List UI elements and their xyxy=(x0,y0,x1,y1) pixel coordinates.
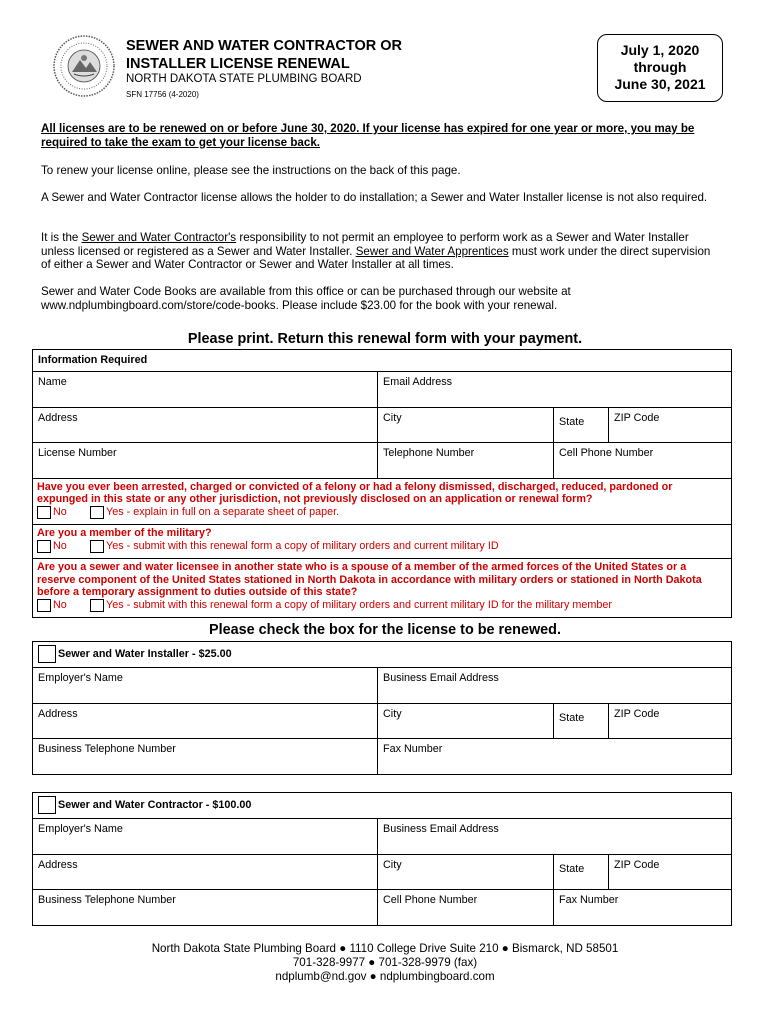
installer-title xyxy=(33,642,732,668)
installer-fax-field[interactable]: Fax Number xyxy=(378,739,732,775)
contractor-employer-field[interactable]: Employer's Name xyxy=(33,819,378,855)
spouse-question xyxy=(33,559,732,618)
name-field[interactable]: Name xyxy=(33,372,378,408)
contractor-title-label: Sewer and Water Contractor - $100.00 xyxy=(58,798,252,811)
installer-address-field[interactable]: Address xyxy=(33,703,378,739)
contractor-business-email-field[interactable]: Business Email Address xyxy=(378,819,732,855)
address-field[interactable]: Address xyxy=(33,407,378,443)
form-number: SFN 17756 (4-2020) xyxy=(126,90,199,99)
installer-business-phone-field[interactable]: Business Telephone Number xyxy=(33,739,378,775)
footer-phone: 701-328-9977 ● 701-328-9979 (fax) xyxy=(292,956,478,969)
contractor-title xyxy=(33,793,732,819)
section-heading-print: Please print. Return this renewal form with your payment. xyxy=(187,331,583,347)
contractor-zip-field[interactable]: ZIP Code xyxy=(609,854,732,890)
installer-title-label: Sewer and Water Installer - $25.00 xyxy=(58,647,232,660)
cell-phone-field[interactable]: Cell Phone Number xyxy=(554,443,732,479)
military-yes-checkbox[interactable] xyxy=(90,540,104,553)
responsibility-text: It is the Sewer and Water Contractor's responsibility to not permit an employee to perform work as a Sewer and Water Installer unless licensed or registered as a Sewer and Water Installer. Sewer and Water Apprentices must work under the direct supervision of either a Sewer and Water Contractor or Sewer and Water Installer at all times. xyxy=(41,231,711,271)
information-required-title: Information Required xyxy=(33,350,732,372)
board-name: NORTH DAKOTA STATE PLUMBING BOARD xyxy=(126,73,362,85)
online-renewal-text: To renew your license online, please see the instructions on the back of this page. xyxy=(41,164,461,177)
installer-table xyxy=(32,641,732,775)
license-number-field[interactable]: License Number xyxy=(33,443,378,479)
felony-question-text: Have you ever been arrested, charged or convicted of a felony or had a felony dismissed, discharged, reduced, pardoned or expunged in this state or any other jurisdiction, not previously disclosed on an application or renewal form? xyxy=(37,480,673,505)
contractor-checkbox[interactable] xyxy=(38,796,56,814)
installer-employer-field[interactable]: Employer's Name xyxy=(33,668,378,704)
contractor-city-field[interactable]: City xyxy=(378,854,554,890)
state-field[interactable]: State xyxy=(554,407,609,443)
installer-city-field[interactable]: City xyxy=(378,703,554,739)
contractor-address-field[interactable]: Address xyxy=(33,854,378,890)
felony-yes-checkbox[interactable] xyxy=(90,506,104,519)
state-seal-icon xyxy=(52,34,116,98)
section-heading-check: Please check the box for the license to be renewed. xyxy=(209,622,561,638)
felony-question xyxy=(33,478,732,525)
contractor-license-text: A Sewer and Water Contractor license allows the holder to do installation; a Sewer and Water Installer license is not also required. xyxy=(41,191,708,204)
contractor-fax-field[interactable]: Fax Number xyxy=(554,890,732,926)
spouse-question-text: Are you a sewer and water licensee in another state who is a spouse of a member of the armed forces of the United States or a reserve component of the United States stationed in North Dakota in accordance with military orders or stationed in North Dakota before a temporary assignment to duties outside of this state? xyxy=(37,561,702,598)
installer-checkbox[interactable] xyxy=(38,645,56,663)
military-question-text: Are you a member of the military? xyxy=(37,527,212,539)
installer-business-email-field[interactable]: Business Email Address xyxy=(378,668,732,704)
felony-no-label: No xyxy=(53,505,67,518)
military-no-label: No xyxy=(53,539,67,552)
military-question xyxy=(33,525,732,559)
contractor-cell-phone-field[interactable]: Cell Phone Number xyxy=(378,890,554,926)
military-no-checkbox[interactable] xyxy=(37,540,51,553)
period-through: through xyxy=(633,59,687,75)
spouse-no-checkbox[interactable] xyxy=(37,599,51,612)
contractor-business-phone-field[interactable]: Business Telephone Number xyxy=(33,890,378,926)
telephone-field[interactable]: Telephone Number xyxy=(378,443,554,479)
footer-email-web: ndplumb@nd.gov ● ndplumbingboard.com xyxy=(275,970,495,983)
felony-yes-label: Yes - explain in full on a separate sheet of paper. xyxy=(106,505,340,518)
installer-state-field[interactable]: State xyxy=(554,703,609,739)
city-field[interactable]: City xyxy=(378,407,554,443)
spouse-no-label: No xyxy=(53,598,67,611)
footer-contact xyxy=(0,942,770,984)
license-period xyxy=(597,34,723,102)
contractor-state-field[interactable]: State xyxy=(554,854,609,890)
email-field[interactable]: Email Address xyxy=(378,372,732,408)
period-start: July 1, 2020 xyxy=(620,42,700,58)
felony-no-checkbox[interactable] xyxy=(37,506,51,519)
contractor-table xyxy=(32,792,732,926)
zip-field[interactable]: ZIP Code xyxy=(609,407,732,443)
code-books-text: Sewer and Water Code Books are available from this office or can be purchased through our website at www.ndplumbingboard.com/store/code-books. Please include $23.00 for the book with your renewal. xyxy=(41,285,571,312)
footer-address: North Dakota State Plumbing Board ● 1110 College Drive Suite 210 ● Bismarck, ND 58501 xyxy=(151,942,619,955)
military-yes-label: Yes - submit with this renewal form a copy of military orders and current military ID xyxy=(106,539,499,552)
installer-zip-field[interactable]: ZIP Code xyxy=(609,703,732,739)
period-end: June 30, 2021 xyxy=(614,76,706,92)
form-title: SEWER AND WATER CONTRACTOR OR INSTALLER LICENSE RENEWAL xyxy=(126,38,403,72)
information-required-table xyxy=(32,349,732,618)
renewal-notice: All licenses are to be renewed on or before June 30, 2020. If your license has expired for one year or more, you may be required to take the exam to get your license back. xyxy=(41,122,695,149)
spouse-yes-label: Yes - submit with this renewal form a copy of military orders and current military ID for the military member xyxy=(106,598,613,611)
spouse-yes-checkbox[interactable] xyxy=(90,599,104,612)
